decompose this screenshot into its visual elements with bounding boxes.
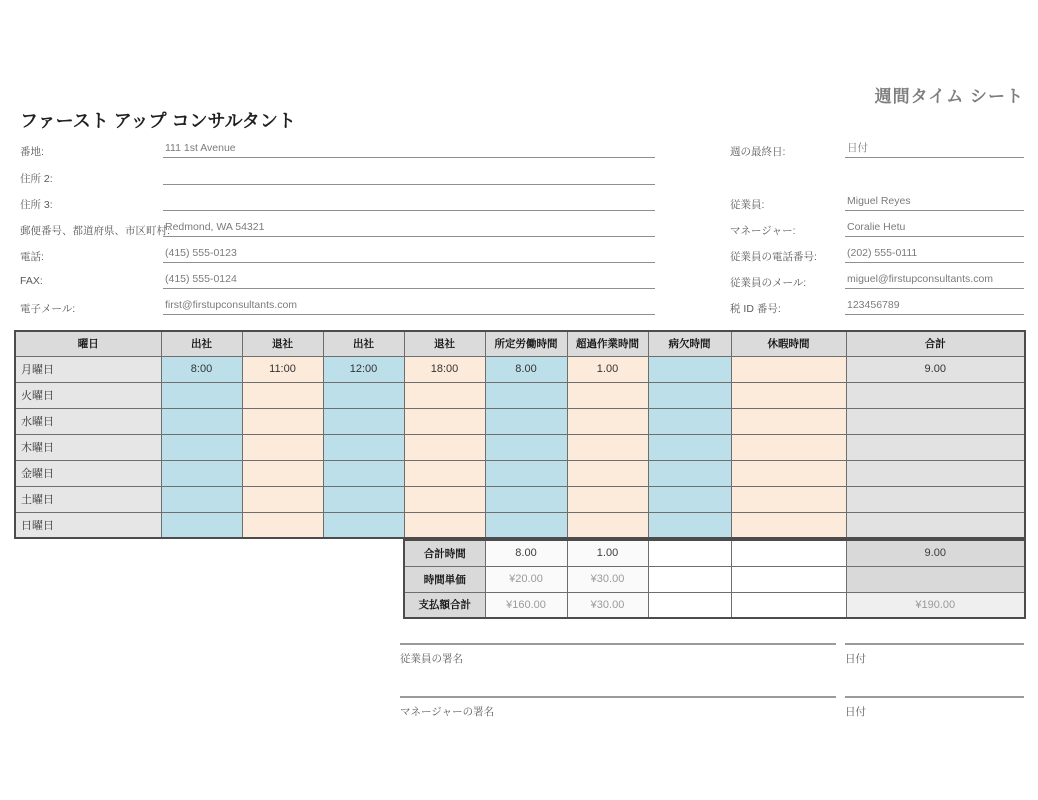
hours-cell[interactable] [731, 382, 846, 408]
header-time-out-2: 退社 [404, 331, 485, 356]
summary-value[interactable]: ¥30.00 [567, 566, 648, 592]
field-fax[interactable]: (415) 555-0124 [163, 270, 655, 289]
hours-cell[interactable] [485, 382, 567, 408]
summary-value[interactable] [731, 566, 846, 592]
time-cell[interactable] [323, 512, 404, 538]
time-cell[interactable] [323, 434, 404, 460]
hours-cell[interactable]: 8.00 [485, 356, 567, 382]
summary-grand-total: 9.00 [846, 540, 1025, 566]
summary-value[interactable]: ¥20.00 [485, 566, 567, 592]
field-label-employee-email: 従業員のメール: [730, 277, 807, 289]
summary-value [731, 592, 846, 618]
hours-cell[interactable] [648, 408, 731, 434]
summary-table [403, 539, 1026, 619]
hours-cell[interactable] [567, 486, 648, 512]
hours-cell[interactable] [731, 434, 846, 460]
table-row-thursday [15, 434, 1025, 460]
time-cell[interactable] [404, 434, 485, 460]
time-cell[interactable] [161, 434, 242, 460]
hours-cell[interactable] [567, 512, 648, 538]
total-cell [846, 512, 1025, 538]
manager-signature-label: マネージャーの署名 [400, 706, 495, 718]
header-sick-hours: 病欠時間 [648, 331, 731, 356]
summary-grand-total: ¥190.00 [846, 592, 1025, 618]
time-cell[interactable] [242, 434, 323, 460]
hours-cell[interactable] [731, 408, 846, 434]
timesheet-table [14, 330, 1026, 539]
employee-date-label: 日付 [845, 653, 866, 665]
time-cell[interactable] [161, 408, 242, 434]
field-week-ending[interactable]: 日付 [845, 139, 1024, 158]
time-cell[interactable]: 11:00 [242, 356, 323, 382]
field-label-fax: FAX: [20, 275, 43, 287]
summary-row-rate [404, 566, 1025, 592]
header-time-in-1: 出社 [161, 331, 242, 356]
time-cell[interactable] [161, 382, 242, 408]
time-cell[interactable] [323, 486, 404, 512]
total-cell [846, 486, 1025, 512]
field-employee[interactable]: Miguel Reyes [845, 192, 1024, 211]
summary-row-total-hours [404, 540, 1025, 566]
time-cell[interactable] [161, 512, 242, 538]
day-label: 月曜日 [15, 356, 161, 382]
hours-cell[interactable] [567, 408, 648, 434]
time-cell[interactable]: 8:00 [161, 356, 242, 382]
field-zip-city[interactable]: Redmond, WA 54321 [163, 218, 655, 237]
field-manager[interactable]: Coralie Hetu [845, 218, 1024, 237]
time-cell[interactable] [161, 460, 242, 486]
page-title: 週間タイム シート [874, 87, 1024, 106]
total-cell [846, 408, 1025, 434]
employee-signature-label: 従業員の署名 [400, 653, 463, 665]
field-label-address2: 住所 2: [20, 173, 53, 185]
time-cell[interactable] [323, 382, 404, 408]
header-total: 合計 [846, 331, 1025, 356]
field-label-week-ending: 週の最終日: [730, 146, 786, 158]
hours-cell[interactable] [731, 460, 846, 486]
field-label-street: 番地: [20, 146, 44, 158]
field-employee-email[interactable]: miguel@firstupconsultants.com [845, 270, 1024, 289]
time-cell[interactable] [404, 460, 485, 486]
time-cell[interactable] [323, 408, 404, 434]
field-label-email: 電子メール: [20, 303, 76, 315]
hours-cell[interactable] [567, 460, 648, 486]
summary-value: 8.00 [485, 540, 567, 566]
table-row-friday [15, 460, 1025, 486]
hours-cell[interactable] [731, 512, 846, 538]
hours-cell[interactable] [567, 382, 648, 408]
day-label: 土曜日 [15, 486, 161, 512]
hours-cell[interactable] [648, 356, 731, 382]
field-phone[interactable]: (415) 555-0123 [163, 244, 655, 263]
table-row-wednesday [15, 408, 1025, 434]
hours-cell[interactable] [731, 486, 846, 512]
hours-cell[interactable] [648, 460, 731, 486]
day-label: 金曜日 [15, 460, 161, 486]
field-label-manager: マネージャー: [730, 225, 796, 237]
time-cell[interactable] [404, 408, 485, 434]
summary-value [731, 540, 846, 566]
time-cell[interactable] [323, 460, 404, 486]
field-label-employee: 従業員: [730, 199, 765, 211]
time-cell[interactable]: 12:00 [323, 356, 404, 382]
time-cell[interactable] [404, 382, 485, 408]
hours-cell[interactable] [485, 512, 567, 538]
day-label: 日曜日 [15, 512, 161, 538]
hours-cell[interactable] [567, 434, 648, 460]
header-overtime-hours: 超過作業時間 [567, 331, 648, 356]
company-name: ファースト アップ コンサルタント [20, 111, 296, 131]
day-label: 水曜日 [15, 408, 161, 434]
field-label-address3: 住所 3: [20, 199, 53, 211]
time-cell[interactable] [404, 486, 485, 512]
hours-cell[interactable] [648, 434, 731, 460]
summary-row-total-pay [404, 592, 1025, 618]
hours-cell[interactable] [648, 486, 731, 512]
total-cell: 9.00 [846, 356, 1025, 382]
summary-value [648, 592, 731, 618]
total-cell [846, 382, 1025, 408]
field-label-employee-phone: 従業員の電話番号: [730, 251, 817, 263]
time-cell[interactable]: 18:00 [404, 356, 485, 382]
header-time-out-1: 退社 [242, 331, 323, 356]
summary-value[interactable] [648, 566, 731, 592]
table-row-tuesday [15, 382, 1025, 408]
day-label: 火曜日 [15, 382, 161, 408]
manager-signature-date-line[interactable] [845, 696, 1024, 698]
summary-grand-total [846, 566, 1025, 592]
employee-signature-line[interactable] [400, 643, 836, 645]
time-cell[interactable] [242, 382, 323, 408]
field-street[interactable]: 111 1st Avenue [163, 139, 655, 158]
summary-value [648, 540, 731, 566]
summary-label: 支払額合計 [404, 592, 485, 618]
summary-label: 合計時間 [404, 540, 485, 566]
time-cell[interactable] [161, 486, 242, 512]
field-email[interactable]: first@firstupconsultants.com [163, 296, 655, 315]
hours-cell[interactable] [648, 382, 731, 408]
employee-signature-date-line[interactable] [845, 643, 1024, 645]
hours-cell[interactable] [485, 486, 567, 512]
manager-date-label: 日付 [845, 706, 866, 718]
field-label-phone: 電話: [20, 251, 44, 263]
header-day: 曜日 [15, 331, 161, 356]
field-label-tax-id: 税 ID 番号: [730, 303, 781, 315]
header-regular-hours: 所定労働時間 [485, 331, 567, 356]
field-address2[interactable] [163, 166, 655, 185]
time-cell[interactable] [404, 512, 485, 538]
field-employee-phone[interactable]: (202) 555-0111 [845, 244, 1024, 263]
field-tax-id[interactable]: 123456789 [845, 296, 1024, 315]
field-address3[interactable] [163, 192, 655, 211]
hours-cell[interactable] [485, 460, 567, 486]
hours-cell[interactable]: 1.00 [567, 356, 648, 382]
total-cell [846, 460, 1025, 486]
day-label: 木曜日 [15, 434, 161, 460]
summary-label: 時間単価 [404, 566, 485, 592]
hours-cell[interactable] [648, 512, 731, 538]
summary-value: ¥30.00 [567, 592, 648, 618]
table-row-sunday [15, 512, 1025, 538]
hours-cell[interactable] [485, 434, 567, 460]
table-row-monday [15, 356, 1025, 382]
timesheet-header-row [15, 331, 1025, 356]
table-row-saturday [15, 486, 1025, 512]
summary-value: ¥160.00 [485, 592, 567, 618]
summary-value: 1.00 [567, 540, 648, 566]
time-cell[interactable] [242, 408, 323, 434]
hours-cell[interactable] [731, 356, 846, 382]
header-vacation-hours: 休暇時間 [731, 331, 846, 356]
total-cell [846, 434, 1025, 460]
field-label-zip-city: 郵便番号、都道府県、市区町村: [20, 225, 170, 237]
time-cell[interactable] [242, 460, 323, 486]
hours-cell[interactable] [485, 408, 567, 434]
time-cell[interactable] [242, 512, 323, 538]
time-cell[interactable] [242, 486, 323, 512]
manager-signature-line[interactable] [400, 696, 836, 698]
header-time-in-2: 出社 [323, 331, 404, 356]
